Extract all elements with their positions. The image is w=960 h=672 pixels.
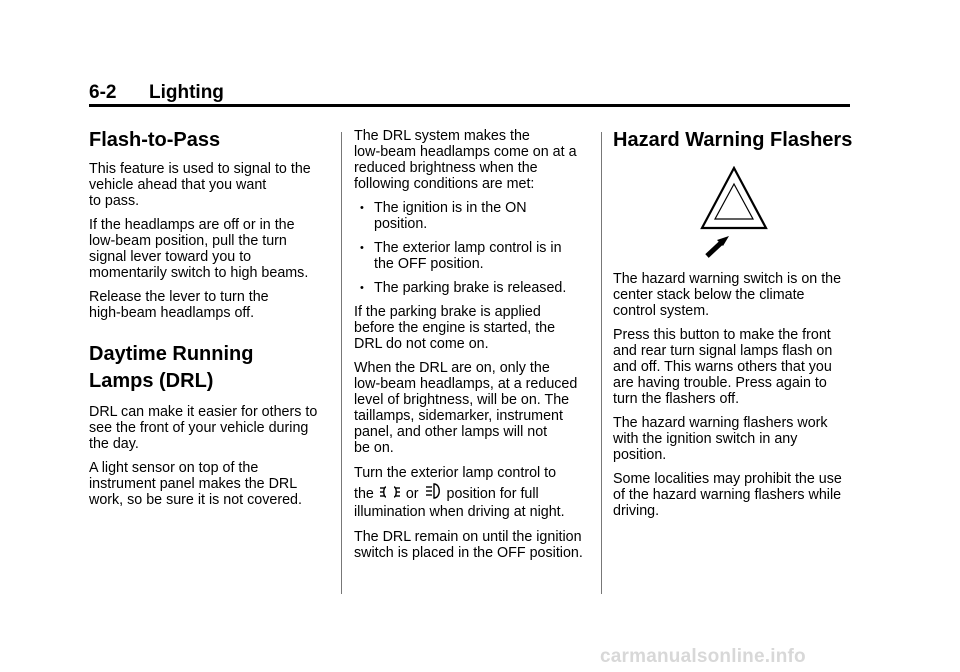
text-fragment: position for full	[446, 486, 539, 502]
text-line: Press this button to make the front	[613, 327, 831, 343]
column-middle	[354, 128, 594, 569]
parking-lamp-icon	[380, 484, 400, 500]
hazard-heading: Hazard Warning Flashers	[613, 129, 853, 151]
bullet-icon: •	[360, 242, 364, 254]
text-line: see the front of your vehicle during	[89, 420, 309, 436]
text-line: before the engine is started, the	[354, 320, 556, 336]
drl-heading	[89, 341, 329, 395]
text-line: illumination when driving at night.	[354, 504, 565, 520]
paragraph	[354, 529, 594, 561]
pointer-arrow-icon	[707, 236, 729, 256]
text-line: to pass.	[89, 193, 140, 209]
section-title: Lighting	[149, 82, 224, 103]
list-item	[354, 240, 594, 272]
text-line: position.	[374, 216, 428, 232]
text-line	[354, 482, 594, 503]
text-line: driving.	[613, 503, 660, 519]
text-line: The exterior lamp control is in	[374, 240, 562, 256]
page-header	[89, 82, 850, 106]
column-divider	[341, 132, 342, 594]
hazard-figure	[613, 166, 853, 258]
text-line: signal lever toward you to	[89, 249, 252, 265]
text-line: If the headlamps are off or in the	[89, 217, 295, 233]
text-line: When the DRL are on, only the	[354, 360, 550, 376]
text-line: DRL do not come on.	[354, 336, 489, 352]
heading-line: Lamps (DRL)	[89, 370, 214, 392]
paragraph	[89, 289, 329, 321]
text-line: panel, and other lamps will not	[354, 424, 548, 440]
text-line: reduced brightness when the	[354, 160, 538, 176]
text-line: high-beam headlamps off.	[89, 305, 255, 321]
list-item	[354, 200, 594, 232]
paragraph	[613, 271, 853, 319]
text-line: The hazard warning flashers work	[613, 415, 828, 431]
text-line: The hazard warning switch is on the	[613, 271, 842, 287]
list-item	[354, 280, 594, 296]
column-left	[89, 128, 329, 516]
text-line: and off. This warns others that you	[613, 359, 832, 375]
hazard-triangle-icon	[699, 166, 769, 258]
paragraph	[89, 460, 329, 508]
text-line: Turn the exterior lamp control to	[354, 465, 557, 481]
text-line: The DRL system makes the	[354, 128, 530, 144]
text-line: position.	[613, 447, 667, 463]
text-line: with the ignition switch in any	[613, 431, 798, 447]
text-line: A light sensor on top of the	[89, 460, 259, 476]
text-line: DRL can make it easier for others to	[89, 404, 318, 420]
column-right	[613, 128, 853, 527]
text-line: of the hazard warning flashers while	[613, 487, 842, 503]
text-line: and rear turn signal lamps flash on	[613, 343, 833, 359]
paragraph	[354, 360, 594, 456]
header-rule	[89, 104, 850, 107]
text-line: level of brightness, will be on. The	[354, 392, 570, 408]
text-line: instrument panel makes the DRL	[89, 476, 298, 492]
text-line: switch is placed in the OFF position.	[354, 545, 583, 561]
column-divider	[601, 132, 602, 594]
text-line: vehicle ahead that you want	[89, 177, 267, 193]
bullet-icon: •	[360, 202, 364, 214]
paragraph	[89, 161, 329, 209]
bullet-icon: •	[360, 282, 364, 294]
heading-line: Daytime Running	[89, 343, 254, 365]
text-line: are having trouble. Press again to	[613, 375, 827, 391]
paragraph	[89, 217, 329, 281]
text-line: low-beam position, pull the turn	[89, 233, 287, 249]
paragraph	[613, 471, 853, 519]
text-line: turn the flashers off.	[613, 391, 740, 407]
text-line: the day.	[89, 436, 139, 452]
conditions-list	[354, 200, 594, 296]
paragraph	[613, 415, 853, 463]
text-line: If the parking brake is applied	[354, 304, 541, 320]
text-line: control system.	[613, 303, 710, 319]
paragraph	[89, 404, 329, 452]
section-number: 6-2	[89, 82, 117, 103]
paragraph	[354, 304, 594, 352]
text-line: be on.	[354, 440, 394, 456]
text-fragment: or	[405, 486, 419, 502]
text-line: following conditions are met:	[354, 176, 535, 192]
headlamp-icon	[425, 482, 441, 500]
watermark: carmanualsonline.info	[600, 646, 806, 667]
paragraph	[354, 464, 594, 521]
text-line: taillamps, sidemarker, instrument	[354, 408, 563, 424]
text-line: center stack below the climate	[613, 287, 805, 303]
text-line: Some localities may prohibit the use	[613, 471, 842, 487]
text-line: momentarily switch to high beams.	[89, 265, 309, 281]
text-line: low-beam headlamps come on at a	[354, 144, 577, 160]
text-line: Release the lever to turn the	[89, 289, 269, 305]
paragraph	[354, 128, 594, 192]
text-line: The ignition is in the ON	[374, 200, 527, 216]
text-fragment: the	[354, 486, 374, 502]
paragraph	[613, 327, 853, 407]
text-line: low-beam headlamps, at a reduced	[354, 376, 578, 392]
text-line: This feature is used to signal to the	[89, 161, 311, 177]
text-line: The parking brake is released.	[374, 280, 567, 296]
flash-to-pass-heading: Flash-to-Pass	[89, 129, 221, 151]
text-line: The DRL remain on until the ignition	[354, 529, 582, 545]
text-line: the OFF position.	[374, 256, 484, 272]
text-line: work, so be sure it is not covered.	[89, 492, 302, 508]
